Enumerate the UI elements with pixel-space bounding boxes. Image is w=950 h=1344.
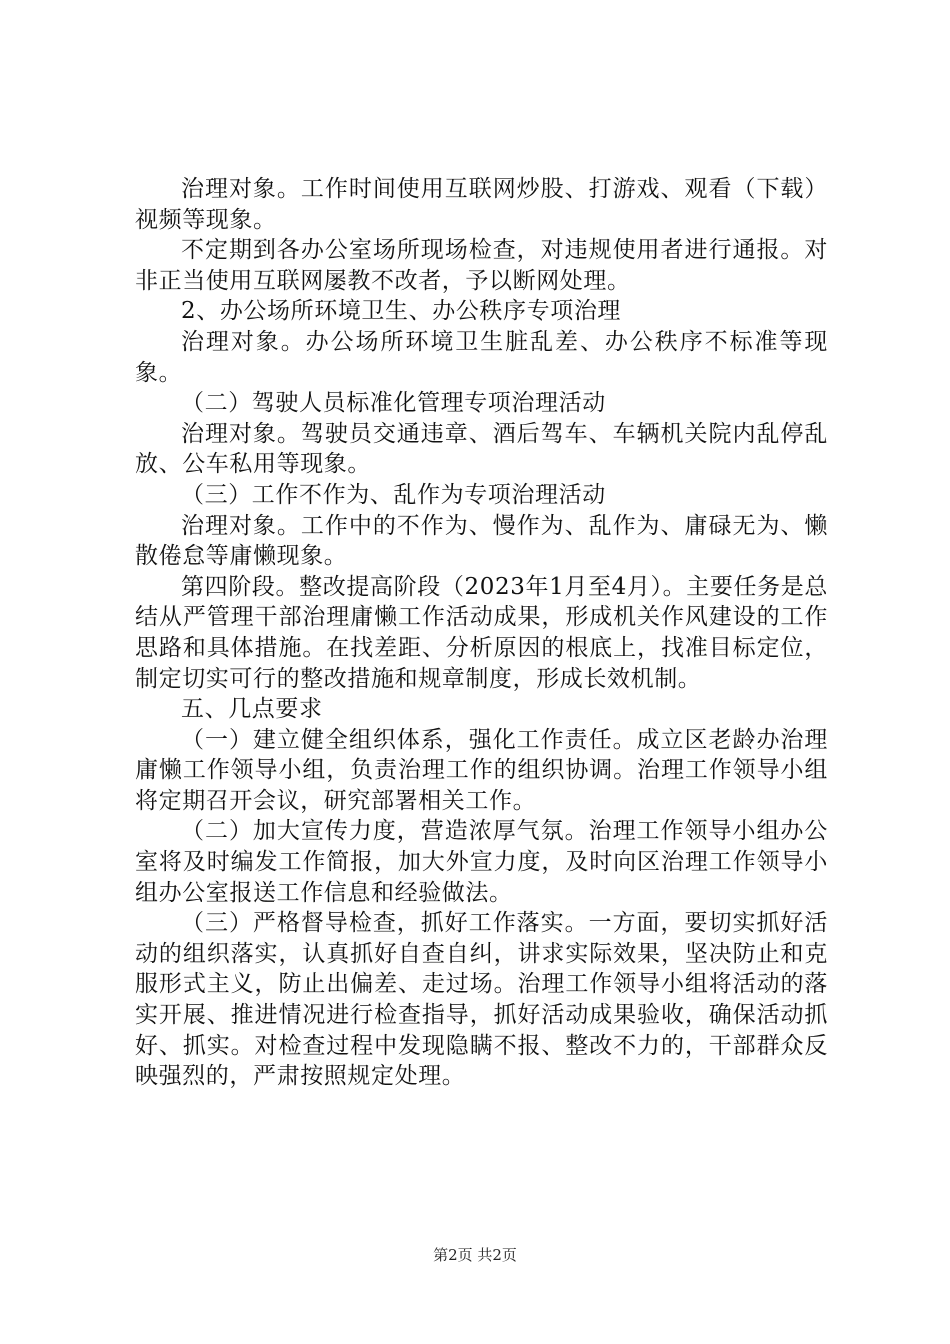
paragraph: 治理对象。工作中的不作为、慢作为、乱作为、庸碌无为、懒散倦怠等庸懒现象。: [135, 512, 828, 570]
paragraph: （二）加大宣传力度，营造浓厚气氛。治理工作领导小组办公室将及时编发工作简报，加大外宣力度，及时向区治理工作领导小组办公室报送工作信息和经验做法。: [135, 818, 828, 906]
paragraph: 不定期到各办公室场所现场检查，对违规使用者进行通报。对非正当使用互联网屡教不改者，予以断网处理。: [135, 237, 828, 294]
paragraph: 第四阶段。整改提高阶段（2023年1月至4月）。主要任务是总结从严管理干部治理庸懒工作活动成果，形成机关作风建设的工作思路和具体措施。在找差距、分析原因的根底上，找准目标定位，制定切实可行的整改措施和规章制度，形成长效机制。: [135, 573, 828, 692]
page-number-footer: 第2页 共2页: [433, 1246, 517, 1264]
paragraph: 治理对象。办公场所环境卫生脏乱差、办公秩序不标准等现象。: [135, 328, 828, 386]
section-heading: 五、几点要求: [181, 696, 323, 723]
document-body: [135, 174, 828, 1092]
paragraph: 治理对象。驾驶员交通违章、酒后驾车、车辆机关院内乱停乱放、公车私用等现象。: [135, 420, 828, 478]
paragraph: 治理对象。工作时间使用互联网炒股、打游戏、观看（下载）视频等现象。: [135, 176, 828, 233]
paragraph: （三）严格督导检查，抓好工作落实。一方面，要切实抓好活动的组织落实，认真抓好自查自纠，讲求实际效果，坚决防止和克服形式主义，防止出偏差、走过场。治理工作领导小组将活动的落实开展、推进情况进行检查指导，抓好活动成果验收，确保活动抓好、抓实。对检查过程中发现隐瞒不报、整改不力的，干部群众反映强烈的，严肃按照规定处理。: [135, 910, 828, 1090]
section-heading: （三）工作不作为、乱作为专项治理活动: [181, 481, 606, 508]
paragraph: （一）建立健全组织体系，强化工作责任。成立区老龄办治理庸懒工作领导小组，负责治理工作的组织协调。治理工作领导小组将定期召开会议，研究部署相关工作。: [135, 726, 828, 814]
section-heading: （二）驾驶人员标准化管理专项治理活动: [181, 390, 606, 417]
paragraph: 2、办公场所环境卫生、办公秩序专项治理: [181, 298, 622, 325]
